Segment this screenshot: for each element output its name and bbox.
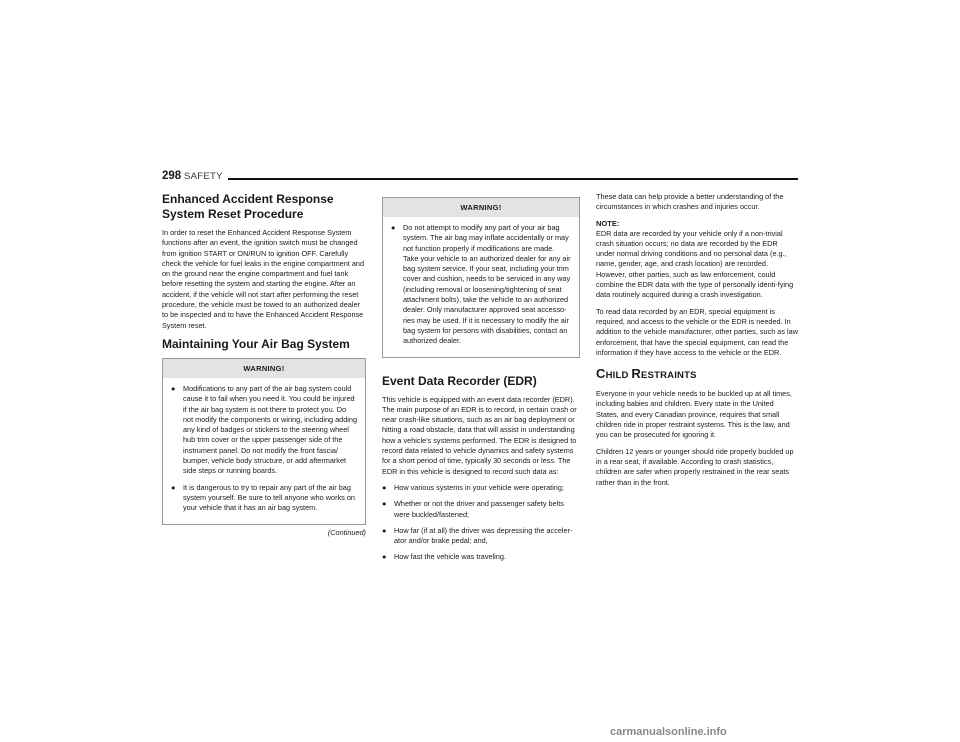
page-header [162, 170, 798, 186]
bullet-icon: ● [171, 383, 176, 393]
bullet-icon: ● [382, 552, 387, 562]
edr-purpose-text: These data can help provide a better understanding of the circumstances in which crashes and injuries occur. [596, 192, 784, 212]
edr-data-list [382, 483, 580, 563]
heading-child-restraints: CHILD RESTRAINTS [596, 366, 697, 382]
page-number: 298 [162, 170, 182, 182]
heading-reset-procedure: Enhanced Accident Response System Reset Procedure [162, 192, 334, 221]
continued-label: (Continued) [327, 527, 366, 537]
list-item: ● How fast the vehicle was traveling. [382, 552, 506, 562]
heading-maintaining-air-bag: Maintaining Your Air Bag System [162, 336, 350, 351]
warning-box-air-bag-service [382, 197, 580, 358]
section-name: SAFETY [184, 171, 223, 182]
warning-item: ● Modifications to any part of the air bag system could cause it to fail when you need it. You could be injured if the air bag system is not there to protect you. Do not modify the components or wiring, including adding any kind of badges or stickers to the steering wheel hub trim cover or the upper passenger side of the instrument panel. Do not modify the front fascia/ bumper, vehicle body structure, or add aftermarket side steps or running boards. [171, 383, 358, 476]
list-item: ● How far (if at all) the driver was depressing the acceler-ator and/or brake pedal; and, [382, 525, 573, 546]
warning-title: WARNING! [383, 198, 579, 217]
reset-procedure-text: In order to reset the Enhanced Accident Response System functions after an event, the ignition switch must be changed from ignition START or ON/RUN to ignition OFF. Carefully check the vehicle for fuel leaks in the engine compartment and on the ground near the engine compartment and fuel tank before resetting the system and starting the engine. After an accident, if the vehicle will not start after performing the reset procedure, the vehicle must be towed to an authorized dealer to be inspected and to have the Enhanced Accident Response System reset. [162, 228, 364, 330]
column-left [162, 192, 366, 537]
column-right [596, 192, 798, 494]
bullet-icon: ● [391, 223, 396, 232]
warning-item: ● Do not attempt to modify any part of your air bag system. The air bag may inflate accidentally or may not function properly if modifications are made. Take your vehicle to an authorized dealer for any air bag system service. If your seat, including your trim cover and cushion, needs to be serviced in any way (including removal or loosening/tightening of seat attachment bolts), take the vehicle to an authorized dealer. Only manufacturer approved seat accesso-ries may be used. If it is necessary to modify the air bag system for persons with disabilities, contact an authorized dealer. [391, 223, 571, 346]
bullet-icon: ● [382, 482, 387, 492]
edr-reading-text: To read data recorded by an EDR, special equipment is required, and access to the vehicle or the EDR is needed. In addition to the vehicle manufacturer, other parties, such as law enforcement, that have the special equipment, can read the information if they have access to the vehicle or the EDR. [596, 306, 798, 357]
warning-box-air-bag-modifications [162, 358, 366, 525]
child-restraints-text: Everyone in your vehicle needs to be buckled up at all times, including babies and children. Every state in the United States, and every Canadian province, requires that small children ride in proper restraint systems. This is the law, and you can be prosecuted for ignoring it. [596, 389, 792, 440]
column-middle [382, 192, 580, 569]
list-item: ● How various systems in your vehicle were operating; [382, 482, 564, 492]
warning-item: ● It is dangerous to try to repair any part of the air bag system yourself. Be sure to tell anyone who works on your vehicle that it has an air bag system. [171, 482, 355, 513]
warning-list [163, 378, 365, 524]
warning-list [383, 217, 579, 357]
edr-text: This vehicle is equipped with an event data recorder (EDR). The main purpose of an EDR is to record, in certain crash or near crash-like situations, such as an air bag deployment or hitting a road obstacle, data that will assist in understanding how a vehicle's systems performed. The EDR is designed to record data related to vehicle dynamics and safety systems for a short period of time, typically 30 seconds or less. The EDR in this vehicle is designed to record such data as: [382, 394, 577, 476]
watermark: carmanualsonline.info [610, 726, 727, 738]
child-seating-text: Children 12 years or younger should ride properly buckled up in a rear seat, if available. According to crash statistics, children are safer when properly restrained in the rear seats rather than in the front. [596, 446, 794, 487]
bullet-icon: ● [382, 499, 387, 509]
header-rule [228, 178, 798, 180]
bullet-icon: ● [171, 482, 176, 492]
bullet-icon: ● [382, 525, 387, 535]
list-item: ● Whether or not the driver and passenger safety belts were buckled/fastened; [382, 499, 564, 519]
note-text: EDR data are recorded by your vehicle only if a non-trivial crash situation occurs; no data are recorded by the EDR under normal driving conditions and no personal data (e.g., name, gender, age, and crash location) are recorded. However, other parties, such as law enforcement, could combine the EDR data with the type of personally identi-fying data routinely acquired during a crash investigation. [596, 228, 794, 300]
note-label: NOTE: [596, 218, 620, 228]
heading-edr: Event Data Recorder (EDR) [382, 373, 537, 388]
warning-title: WARNING! [163, 359, 365, 378]
